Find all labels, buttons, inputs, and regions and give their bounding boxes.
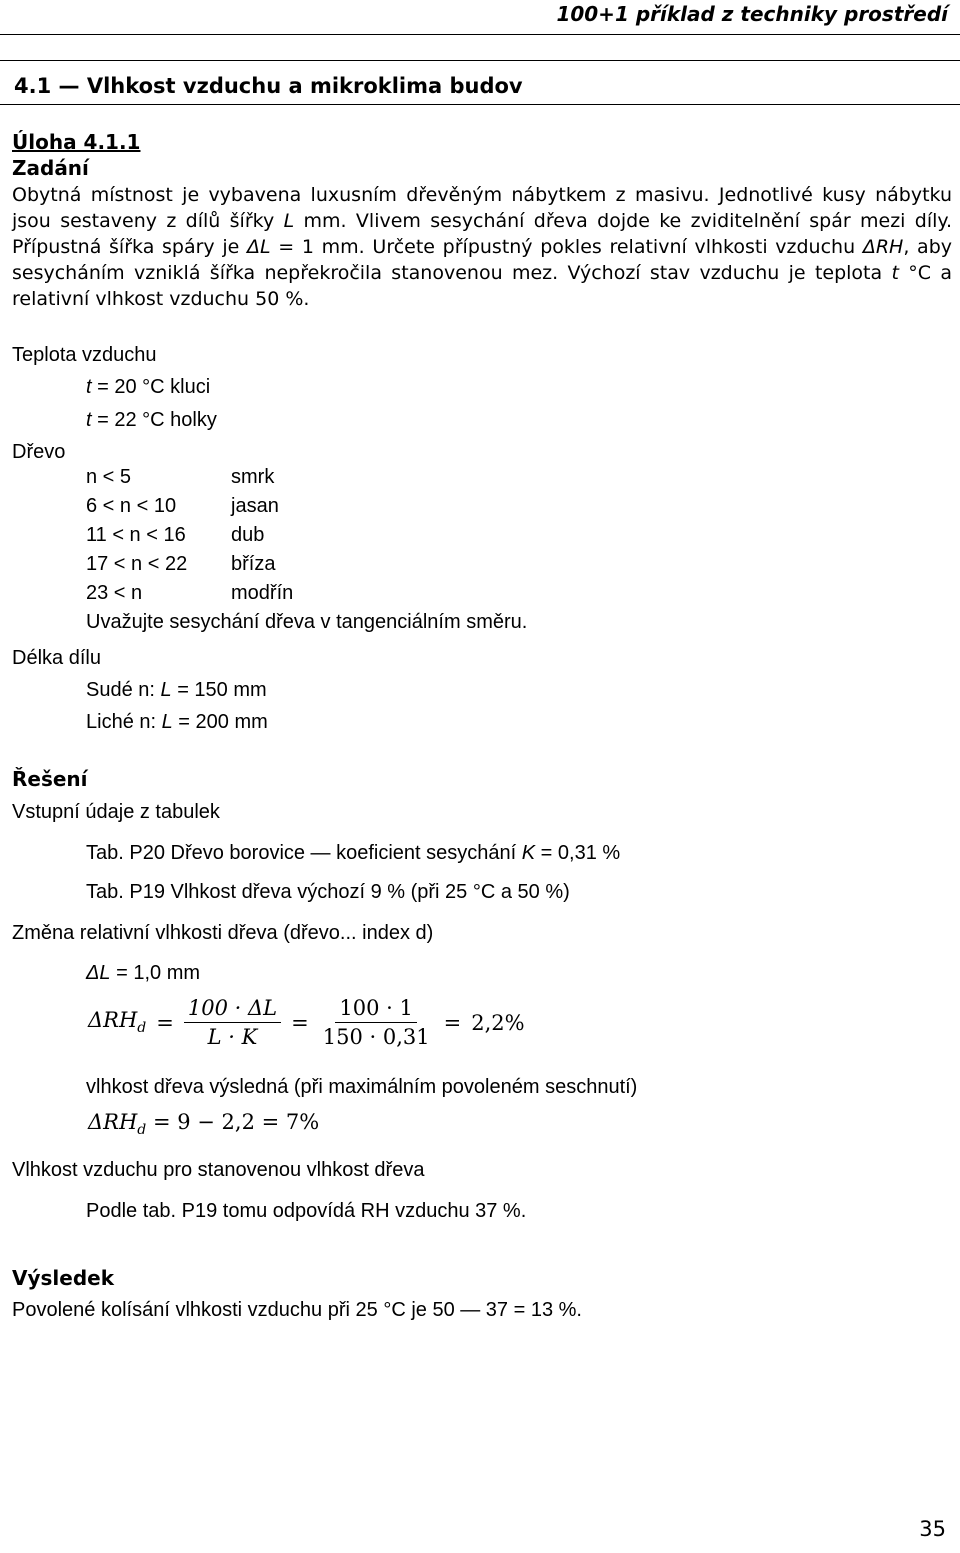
header-rule-top: [0, 34, 960, 35]
tab-p20: Tab. P20 Dřevo borovice — koeficient sesychání K = 0,31 %: [86, 842, 621, 864]
teplota-holky: t = 22 °C holky: [86, 409, 217, 431]
drevo-range: 6 < n < 10: [86, 495, 177, 517]
fraction-symbolic: $\frac{100 \cdot \Delta L}{L \cdot K}$: [184, 996, 281, 1049]
section-rule-bottom: [0, 104, 960, 105]
drevo-range: 17 < n < 22: [86, 553, 188, 575]
drevo-label: Dřevo: [12, 441, 66, 463]
section-rule-top: [0, 60, 960, 61]
task-title: Úloha 4.1.1: [12, 130, 141, 154]
drevo-range: n < 5: [86, 466, 132, 488]
teplota-label: Teplota vzduchu: [12, 344, 157, 366]
section-title: 4.1 — Vlhkost vzduchu a mikroklima budov: [14, 74, 523, 98]
podle-tab: Podle tab. P19 tomu odpovídá RH vzduchu 37 %.: [86, 1200, 527, 1222]
drevo-range: 23 < n: [86, 582, 143, 604]
delka-sude: Sudé n: L = 150 mm: [86, 679, 267, 701]
zmena-label: Změna relativní vlhkosti dřeva (dřevo... index d): [12, 922, 434, 944]
equation-final: $\Delta RH_d = 9 - 2,2 = 7\%$: [88, 1110, 320, 1139]
drevo-wood: modřín: [231, 582, 294, 604]
page-number: 35: [919, 1517, 946, 1541]
tab-p19: Tab. P19 Vlhkost dřeva výchozí 9 % (při 25 °C a 50 %): [86, 881, 570, 903]
running-header: 100+1 příklad z techniky prostředí: [556, 2, 948, 26]
delka-liche: Liché n: L = 200 mm: [86, 711, 268, 733]
reseni-heading: Řešení: [12, 767, 88, 791]
drevo-wood: bříza: [231, 553, 276, 575]
equation-delta-rh: $\Delta RH_d$ = $\frac{100 \cdot \Delta L}{L \cdot K}$ = $\frac{100 \cdot 1}{150 \cdot 0,31}$ = 2,2%: [88, 996, 525, 1049]
drevo-wood: smrk: [231, 466, 275, 488]
vzduch-label: Vlhkost vzduchu pro stanovenou vlhkost dřeva: [12, 1159, 425, 1181]
zadani-heading: Zadání: [12, 156, 89, 180]
teplota-kluci: t = 20 °C kluci: [86, 376, 211, 398]
delta-l-line: ΔL = 1,0 mm: [86, 962, 201, 984]
drevo-note: Uvažujte sesychání dřeva v tangenciálním směru.: [86, 611, 528, 633]
fraction-numeric: $\frac{100 \cdot 1}{150 \cdot 0,31}$: [322, 996, 430, 1049]
drevo-wood: jasan: [231, 495, 279, 517]
drevo-wood: dub: [231, 524, 265, 546]
task-text: Obytná místnost je vybavena luxusním dřevěným nábytkem z masivu. Jednotlivé kusy nábytku jsou sestaveny z dílů šířky L mm. Vlivem sesychání dřeva dojde ke zviditelnění spár mezi díly. Přípustná šířka spáry je ΔL = 1 mm. Určete přípustný pokles relativní vlhkosti vzduchu ΔRH, aby sesycháním vzniklá šířka nepřekročila stanovenou mez. Výchozí stav vzduchu je teplota t °C a relativní vlhkost vzduchu 50 %.: [12, 184, 952, 310]
vstupni-label: Vstupní údaje z tabulek: [12, 801, 220, 823]
delka-label: Délka dílu: [12, 647, 101, 669]
vysledek-heading: Výsledek: [12, 1266, 115, 1290]
drevo-range: 11 < n < 16: [86, 524, 186, 546]
vysledek-text: Povolené kolísání vlhkosti vzduchu při 25 °C je 50 — 37 = 13 %.: [12, 1299, 582, 1321]
vysledna-label: vlhkost dřeva výsledná (při maximálním povoleném seschnutí): [86, 1076, 638, 1098]
